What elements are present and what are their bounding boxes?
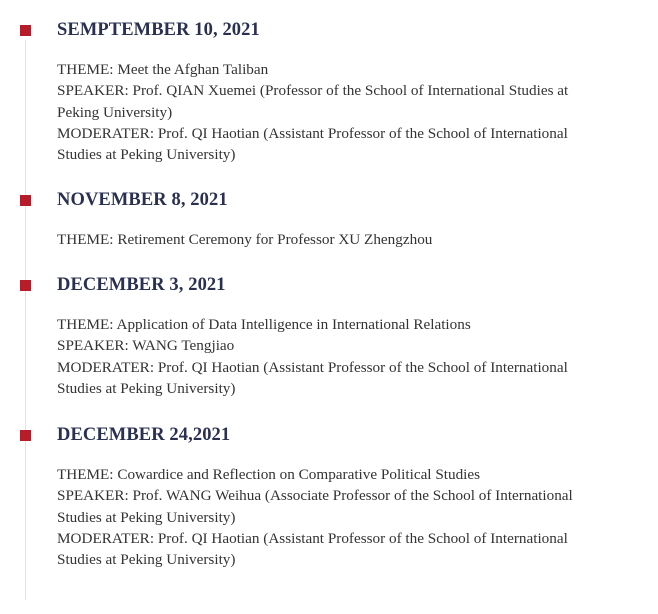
event-details [57, 464, 617, 570]
event-speaker: SPEAKER: Prof. QIAN Xuemei (Professor of the School of International Studies at [57, 82, 569, 100]
event-speaker: SPEAKER: Prof. WANG Weihua (Associate Professor of the School of International [57, 487, 573, 505]
event-moderator: MODERATER: Prof. QI Haotian (Assistant Professor of the School of International [57, 124, 568, 142]
event-details [57, 229, 617, 250]
event-speaker-cont: Studies at Peking University) [57, 508, 236, 526]
timeline-line [25, 40, 26, 600]
event-marker-icon [20, 25, 31, 36]
event-theme: THEME: Meet the Afghan Taliban [57, 61, 269, 78]
event-date: DECEMBER 24,2021 [57, 425, 231, 445]
event-moderator-cont: Studies at Peking University) [57, 146, 236, 164]
event-theme: THEME: Retirement Ceremony for Professor XU Zhengzhou [57, 231, 433, 248]
event-marker-icon [20, 195, 31, 206]
event-date: DECEMBER 3, 2021 [57, 275, 226, 295]
event-details [57, 59, 617, 165]
event-date: SEMPTEMBER 10, 2021 [57, 20, 260, 40]
event-theme: THEME: Application of Data Intelligence in International Relations [57, 316, 471, 333]
event-date: NOVEMBER 8, 2021 [57, 190, 228, 210]
event-moderator-cont: Studies at Peking University) [57, 551, 236, 569]
event-details [57, 314, 617, 399]
event-marker-icon [20, 430, 31, 441]
event-moderator-cont: Studies at Peking University) [57, 379, 236, 397]
event-speaker-cont: Peking University) [57, 103, 173, 121]
event-speaker: SPEAKER: WANG Tengjiao [57, 337, 235, 355]
event-moderator: MODERATER: Prof. QI Haotian (Assistant Professor of the School of International [57, 529, 568, 547]
event-moderator: MODERATER: Prof. QI Haotian (Assistant Professor of the School of International [57, 358, 568, 376]
event-marker-icon [20, 280, 31, 291]
event-theme: THEME: Cowardice and Reflection on Comparative Political Studies [57, 466, 481, 483]
